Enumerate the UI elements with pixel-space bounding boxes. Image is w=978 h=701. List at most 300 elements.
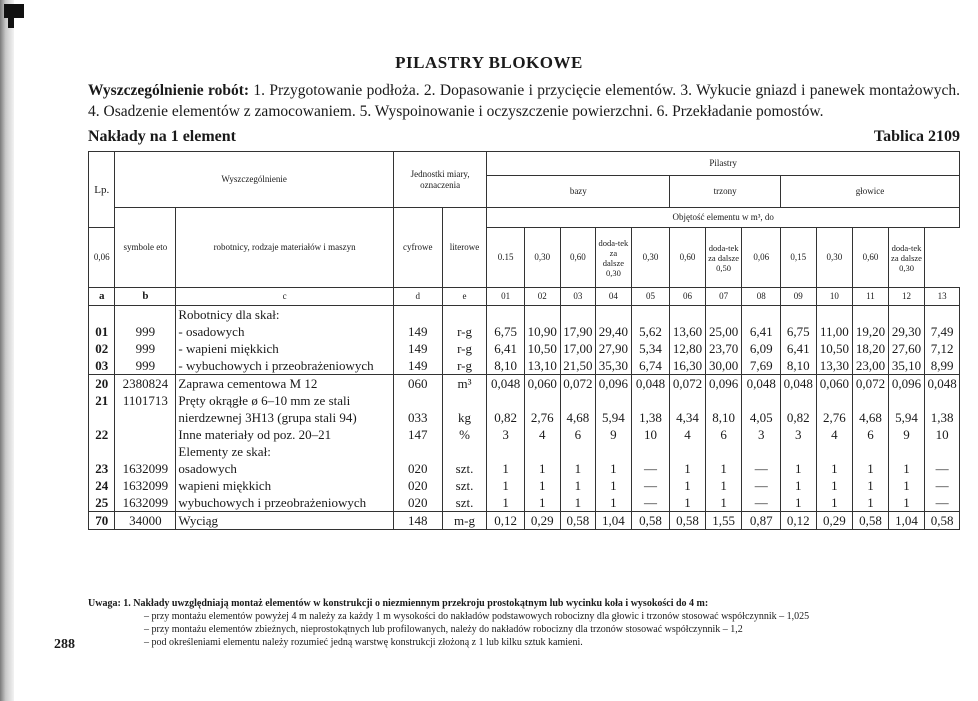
description-cell xyxy=(176,306,393,375)
symbol-cell-line: 1101713 xyxy=(122,393,168,408)
volume-col-header: 0,30 xyxy=(816,228,853,288)
value-cell xyxy=(816,512,853,530)
unit-code-cell-line xyxy=(396,443,440,460)
value-cell-line xyxy=(563,443,594,460)
data-group-row xyxy=(89,512,960,530)
note-line: Uwaga: 1. Nakłady uwzględniają montaż elementów w konstrukcji o niezmiennym przekroju prostokątnym lub wycinku koła i wysokości do 4 m: xyxy=(88,598,709,609)
value-cell-line: 1 xyxy=(574,478,582,493)
value-cell-line xyxy=(527,443,558,460)
value-cell-line: 12,80 xyxy=(672,341,703,356)
value-cell-line: 1 xyxy=(720,495,727,510)
value-cell-line: 13,10 xyxy=(527,358,557,373)
symbol-cell-line xyxy=(117,443,173,460)
description-cell xyxy=(176,375,393,512)
unit-letter-cell-line: szt. xyxy=(455,478,474,493)
value-cell-line: 1 xyxy=(684,478,691,493)
value-cell xyxy=(925,512,960,530)
value-cell-line: 0,048 xyxy=(783,376,813,391)
unit-letter-cell-line: r-g xyxy=(457,341,472,356)
value-cell-line: 17,90 xyxy=(563,324,593,339)
glowice-header: głowice xyxy=(781,176,960,208)
value-cell-line: 23,70 xyxy=(708,341,739,356)
value-cell xyxy=(888,306,925,375)
value-cell-line: 10,50 xyxy=(819,341,849,356)
header-index-row xyxy=(89,288,960,306)
value-cell-line: 1 xyxy=(867,495,874,510)
cyfrowe-header: cyfrowe xyxy=(393,208,442,288)
value-cell-line: 0,060 xyxy=(819,376,849,391)
value-cell-line: 1 xyxy=(720,478,727,493)
value-cell-line: 0,58 xyxy=(639,513,662,528)
value-cell-line: 19,20 xyxy=(855,324,886,339)
value-cell xyxy=(524,512,560,530)
value-cell-line: 0,58 xyxy=(676,513,699,528)
value-cell xyxy=(524,306,560,375)
value-cell-line: 0,060 xyxy=(527,376,557,391)
value-cell xyxy=(853,375,889,512)
value-cell-line: 0,29 xyxy=(822,513,846,528)
value-cell xyxy=(781,306,817,375)
value-cell-line: 0,82 xyxy=(494,410,518,425)
works-label: Wyszczególnienie robót: xyxy=(88,82,250,99)
value-cell-line: 1 xyxy=(610,478,617,493)
value-cell-line: 35,30 xyxy=(598,358,628,373)
index-num: 13 xyxy=(925,288,960,306)
value-cell-line xyxy=(598,443,629,460)
value-cell-line xyxy=(489,443,522,460)
value-cell-line: 0,072 xyxy=(855,376,886,391)
volume-col-header: 0,60 xyxy=(853,228,889,288)
value-cell-line xyxy=(927,306,957,323)
index-num: 07 xyxy=(705,288,742,306)
value-cell-line: 0,29 xyxy=(530,513,554,528)
value-cell-line: 0,048 xyxy=(927,376,957,391)
description-cell-line: wybuchowych i przeobrażeniowych xyxy=(178,495,367,510)
value-cell-line: 7,69 xyxy=(749,358,773,373)
unit-letter-cell-line: szt. xyxy=(455,461,474,476)
unit-code-cell-line: 147 xyxy=(408,427,428,442)
value-cell xyxy=(670,512,706,530)
value-cell-line: 1 xyxy=(867,461,874,476)
lp-header: Lp. xyxy=(89,152,115,228)
value-cell xyxy=(853,306,889,375)
norms-table xyxy=(88,151,960,530)
value-cell-line: 1 xyxy=(831,495,838,510)
value-cell-line: 7,49 xyxy=(930,324,954,339)
description-cell-line: osadowych xyxy=(178,461,237,476)
works-description xyxy=(88,80,960,122)
unit-code-cell-line: 020 xyxy=(408,461,428,476)
value-cell-line: 9 xyxy=(903,427,910,442)
description-cell-line: Elementy ze skał: xyxy=(178,444,271,459)
symbol-cell xyxy=(115,306,176,375)
description-cell-line: wapieni miękkich xyxy=(178,478,272,493)
bazy-header: bazy xyxy=(487,176,670,208)
symbol-cell-line: 1632099 xyxy=(122,461,169,476)
value-cell-line: 13,60 xyxy=(672,324,703,339)
value-cell xyxy=(705,375,742,512)
value-cell-line: 21,50 xyxy=(563,358,593,373)
value-cell xyxy=(742,306,781,375)
value-cell-line xyxy=(891,306,923,323)
value-cell xyxy=(631,512,670,530)
index-num: 06 xyxy=(670,288,706,306)
value-cell-line xyxy=(708,392,740,409)
value-cell-line xyxy=(744,306,778,323)
unit-code-cell-line: 148 xyxy=(408,513,428,528)
value-cell-line: 25,00 xyxy=(708,324,739,339)
value-cell xyxy=(781,375,817,512)
volume-col-header: 0.15 xyxy=(487,228,525,288)
value-cell xyxy=(816,306,853,375)
value-cell-line xyxy=(819,392,851,409)
unit-letter-cell-line xyxy=(445,306,485,323)
value-cell-line: 0,58 xyxy=(859,513,882,528)
value-cell xyxy=(781,512,817,530)
value-cell-line xyxy=(891,392,923,409)
value-cell-line: 2,76 xyxy=(530,410,554,425)
unit-letter-cell-line xyxy=(445,443,485,460)
value-cell-line: 1,38 xyxy=(639,410,662,425)
lp-cell-line xyxy=(91,409,112,426)
index-e: e xyxy=(442,288,487,306)
value-cell xyxy=(925,375,960,512)
value-cell-line: 29,30 xyxy=(891,324,922,339)
lp-cell-line xyxy=(91,443,112,460)
value-cell-line xyxy=(527,306,558,323)
value-cell-line: 8,99 xyxy=(930,358,954,373)
value-cell-line xyxy=(489,392,522,409)
value-cell xyxy=(742,375,781,512)
value-cell xyxy=(596,512,632,530)
value-cell-line: 7,12 xyxy=(930,341,954,356)
index-b: b xyxy=(115,288,176,306)
value-cell-line: 6,74 xyxy=(639,358,662,373)
lp-cell-line: 24 xyxy=(95,478,109,493)
note-line: – przy montażu elementów zbieżnych, nieprostokątnych lub profilowanych, należy do nakładów robocizny dla trzonów stosować współczynnik – 1,2 xyxy=(144,624,743,635)
value-cell-line: 27,60 xyxy=(891,341,922,356)
lp-cell-line: 01 xyxy=(95,324,109,339)
index-num: 03 xyxy=(560,288,596,306)
value-cell-line xyxy=(783,443,814,460)
value-cell-line: 6 xyxy=(867,427,874,442)
unit-letter-cell-line xyxy=(445,392,485,409)
value-cell xyxy=(631,306,670,375)
value-cell-line: 4,68 xyxy=(566,410,590,425)
value-cell-line: 10,90 xyxy=(527,324,557,339)
unit-code-cell xyxy=(393,375,442,512)
value-cell-line: 1 xyxy=(903,478,910,493)
value-cell-line: — xyxy=(754,478,768,493)
description-cell-line: - wybuchowych i przeobrażeniowych xyxy=(178,358,374,373)
description-cell xyxy=(176,512,393,530)
table-number: Tablica 2109 xyxy=(873,128,960,145)
value-cell-line: 1 xyxy=(867,478,874,493)
lp-cell-line: 70 xyxy=(95,513,109,528)
value-cell-line: 6,41 xyxy=(494,341,518,356)
unit-code-cell-line: 149 xyxy=(408,341,428,356)
volume-col-header: doda-tek za dalsze 0,50 xyxy=(705,228,742,288)
index-num: 10 xyxy=(816,288,853,306)
unit-code-cell-line xyxy=(396,306,440,323)
value-cell-line: 1,55 xyxy=(712,513,735,528)
value-cell xyxy=(596,306,632,375)
volume-col-header: doda-tek za dalsze 0,30 xyxy=(888,228,925,288)
value-cell xyxy=(670,375,706,512)
value-cell-line: — xyxy=(643,478,657,493)
value-cell-line: — xyxy=(754,461,768,476)
value-cell-line: 4 xyxy=(684,427,691,442)
value-cell-line: 1 xyxy=(831,478,838,493)
value-cell-line xyxy=(563,392,594,409)
header-row-3 xyxy=(89,208,960,228)
notes xyxy=(88,597,960,649)
page-number: 288 xyxy=(54,637,75,652)
unit-letter-cell-line: m-g xyxy=(454,513,475,528)
description-cell-line: Pręty okrągłe ø 6–10 mm ze stali xyxy=(178,393,351,408)
value-cell-line xyxy=(598,392,629,409)
value-cell-line xyxy=(855,306,886,323)
symbol-cell-line: 999 xyxy=(135,358,156,373)
robotnicy-header: robotnicy, rodzaje materiałów i maszyn xyxy=(176,208,393,288)
value-cell xyxy=(560,306,596,375)
value-cell xyxy=(888,375,925,512)
value-cell-line xyxy=(744,392,778,409)
value-cell-line xyxy=(819,443,851,460)
value-cell-line: — xyxy=(643,495,657,510)
lp-cell xyxy=(89,512,115,530)
value-cell-line xyxy=(634,306,668,323)
unit-code-cell-line: 020 xyxy=(408,478,428,493)
symbol-cell-line: 2380824 xyxy=(122,376,169,391)
value-cell-line: 1,04 xyxy=(602,513,625,528)
value-cell-line: 16,30 xyxy=(672,358,703,373)
unit-code-cell-line: 149 xyxy=(408,358,428,373)
unit-code-cell-line: 033 xyxy=(408,410,428,425)
symbol-cell xyxy=(115,375,176,512)
unit-code-cell xyxy=(393,306,442,375)
value-cell xyxy=(596,375,632,512)
trzony-header: trzony xyxy=(670,176,781,208)
index-num: 05 xyxy=(631,288,670,306)
value-cell-line: 1 xyxy=(539,495,546,510)
unit-code-cell-line: 060 xyxy=(408,376,428,391)
value-cell-line: 10,50 xyxy=(527,341,557,356)
index-a: a xyxy=(89,288,115,306)
value-cell xyxy=(705,306,742,375)
value-cell xyxy=(853,512,889,530)
value-cell xyxy=(524,375,560,512)
value-cell-line xyxy=(783,392,814,409)
value-cell-line xyxy=(927,443,957,460)
value-cell-line: 1 xyxy=(502,478,509,493)
objetosc-header: Objętość elementu w m³, do xyxy=(487,208,960,228)
value-cell-line: 0,096 xyxy=(598,376,628,391)
value-cell-line: 5,94 xyxy=(895,410,918,425)
description-cell-line: - osadowych xyxy=(178,324,245,339)
scan-edge xyxy=(0,0,14,701)
symbol-cell-line xyxy=(117,426,173,443)
unit-letter-cell-line: % xyxy=(459,427,470,442)
value-cell-line xyxy=(855,443,886,460)
value-cell-line: 3 xyxy=(502,427,509,442)
value-cell-line: 0,072 xyxy=(563,376,593,391)
unit-letter-cell-line: kg xyxy=(458,410,472,425)
value-cell-line: — xyxy=(935,461,949,476)
value-cell-line: 29,40 xyxy=(598,324,628,339)
value-cell-line: 35,10 xyxy=(891,358,922,373)
unit-code-cell xyxy=(393,512,442,530)
value-cell xyxy=(560,512,596,530)
value-cell-line: 1 xyxy=(610,495,617,510)
value-cell-line: 1,38 xyxy=(930,410,954,425)
value-cell-line: 3 xyxy=(757,427,765,442)
value-cell-line: — xyxy=(935,478,949,493)
value-cell-line: 0,12 xyxy=(786,513,810,528)
value-cell-line: 1 xyxy=(684,461,691,476)
value-cell-line: 1 xyxy=(539,461,546,476)
value-cell-line: 1 xyxy=(831,461,838,476)
value-cell-line: 1 xyxy=(903,495,910,510)
value-cell-line: 2,76 xyxy=(822,410,846,425)
value-cell-line: 4,34 xyxy=(676,410,699,425)
section-title: Nakłady na 1 element xyxy=(88,128,236,145)
symbole-header: symbole eto xyxy=(115,208,176,288)
symbol-cell-line: 999 xyxy=(135,341,156,356)
value-cell-line: 0,58 xyxy=(930,513,954,528)
value-cell-line: 0,096 xyxy=(708,376,739,391)
value-cell-line: 0,048 xyxy=(491,376,521,391)
value-cell-line: 6 xyxy=(720,427,727,442)
value-cell-line xyxy=(563,306,594,323)
lp-cell-line: 03 xyxy=(95,358,109,373)
value-cell-line: 1 xyxy=(574,461,582,476)
value-cell-line: 0,82 xyxy=(786,410,810,425)
value-cell-line xyxy=(744,443,778,460)
index-c: c xyxy=(176,288,393,306)
symbol-cell-line: 34000 xyxy=(129,513,162,528)
works-text: 1. Przygotowanie podłoża. 2. Dopasowanie i przycięcie elementów. 3. Wykucie gniazd i panewek montażowych. 4. Osadzenie elementów z zamocowaniem. 5. Wyspoinowanie i oczyszczenie powierzchni. 6. Przekładanie pomostów. xyxy=(88,82,960,120)
value-cell-line xyxy=(527,392,558,409)
lp-cell xyxy=(89,306,115,375)
value-cell xyxy=(487,512,525,530)
value-cell-line: 1 xyxy=(502,461,509,476)
wyszczegolnienie-header: Wyszczególnienie xyxy=(115,152,393,208)
symbol-cell-line xyxy=(117,306,173,323)
value-cell-line: 5,62 xyxy=(639,324,662,339)
value-cell-line: 4 xyxy=(539,427,546,442)
value-cell-line: — xyxy=(754,495,768,510)
unit-letter-cell xyxy=(442,512,487,530)
volume-col-header: doda-tek za dalsze 0,30 xyxy=(596,228,632,288)
description-cell-line: Wyciąg xyxy=(178,513,219,528)
value-cell-line xyxy=(927,392,957,409)
value-cell-line: 5,94 xyxy=(602,410,625,425)
units-header: Jednostki miary, oznaczenia xyxy=(393,152,487,208)
value-cell-line: 0,048 xyxy=(746,376,776,391)
index-num: 08 xyxy=(742,288,781,306)
value-cell-line: 1 xyxy=(684,495,691,510)
value-cell-line: 0,87 xyxy=(749,513,773,528)
literowe-header: literowe xyxy=(442,208,487,288)
value-cell-line: 1 xyxy=(610,461,617,476)
value-cell-line xyxy=(672,392,703,409)
value-cell-line xyxy=(672,443,703,460)
symbol-cell-line: 999 xyxy=(135,324,156,339)
symbol-cell-line: 1632099 xyxy=(122,495,169,510)
index-num: 02 xyxy=(524,288,560,306)
value-cell xyxy=(888,512,925,530)
value-cell-line: 13,30 xyxy=(819,358,849,373)
header-row-1 xyxy=(89,152,960,176)
value-cell-line: 6,41 xyxy=(749,324,773,339)
value-cell-line: 0,12 xyxy=(494,513,518,528)
section-header xyxy=(88,128,960,150)
data-group-row xyxy=(89,306,960,375)
value-cell-line: 10 xyxy=(643,427,657,442)
value-cell-line: 4,68 xyxy=(859,410,882,425)
value-cell-line: 27,90 xyxy=(598,341,628,356)
note-line: – przy montażu elementów powyżej 4 m należy za każdy 1 m wysokości do nakładów podstawowych robocizny dla głowic i trzonów stosować współczynnik – 1,025 xyxy=(144,611,810,622)
description-cell-line: Inne materiały od poz. 20–21 xyxy=(178,427,332,442)
value-cell-line: 0,048 xyxy=(635,376,666,391)
value-cell-line: 1,04 xyxy=(895,513,918,528)
value-cell-line: 6,09 xyxy=(749,341,773,356)
value-cell-line xyxy=(708,306,740,323)
corner-mark-icon xyxy=(4,4,24,18)
value-cell-line: 9 xyxy=(610,427,617,442)
value-cell-line: — xyxy=(935,495,949,510)
value-cell xyxy=(742,512,781,530)
value-cell-line: 11,00 xyxy=(819,324,849,339)
value-cell-line: 8,10 xyxy=(494,358,518,373)
value-cell-line: 0,096 xyxy=(891,376,922,391)
index-num: 09 xyxy=(781,288,817,306)
value-cell-line: 6 xyxy=(574,427,582,442)
value-cell-line xyxy=(489,306,522,323)
value-cell-line: 8,10 xyxy=(786,358,810,373)
symbol-cell xyxy=(115,512,176,530)
value-cell-line: 1 xyxy=(795,478,802,493)
unit-code-cell-line: 149 xyxy=(408,324,428,339)
value-cell xyxy=(816,375,853,512)
value-cell-line: 1 xyxy=(795,495,802,510)
value-cell-line: 6,75 xyxy=(786,324,810,339)
value-cell xyxy=(925,306,960,375)
value-cell-line xyxy=(672,306,703,323)
value-cell xyxy=(670,306,706,375)
lp-cell-line: 20 xyxy=(95,376,109,391)
unit-letter-cell-line: r-g xyxy=(457,358,472,373)
value-cell xyxy=(487,375,525,512)
lp-cell-line: 23 xyxy=(95,461,109,476)
index-d: d xyxy=(393,288,442,306)
value-cell-line: 1 xyxy=(795,461,802,476)
description-cell-line: Robotnicy dla skał: xyxy=(178,307,280,322)
note-line: – pod określeniami elementu należy rozumieć jedną warstwę konstrukcji złożoną z 1 lub kilku sztuk kamieni. xyxy=(144,637,583,648)
value-cell-line: 1 xyxy=(539,478,546,493)
value-cell-line: 3 xyxy=(795,427,802,442)
value-cell xyxy=(560,375,596,512)
value-cell-line xyxy=(634,392,668,409)
pilastry-header: Pilastry xyxy=(487,152,960,176)
lp-cell-line: 21 xyxy=(95,393,109,408)
unit-code-cell-line xyxy=(396,392,440,409)
value-cell-line xyxy=(708,443,740,460)
unit-letter-cell-line: r-g xyxy=(457,324,472,339)
value-cell-line: 1 xyxy=(574,495,582,510)
value-cell-line: 1 xyxy=(502,495,509,510)
